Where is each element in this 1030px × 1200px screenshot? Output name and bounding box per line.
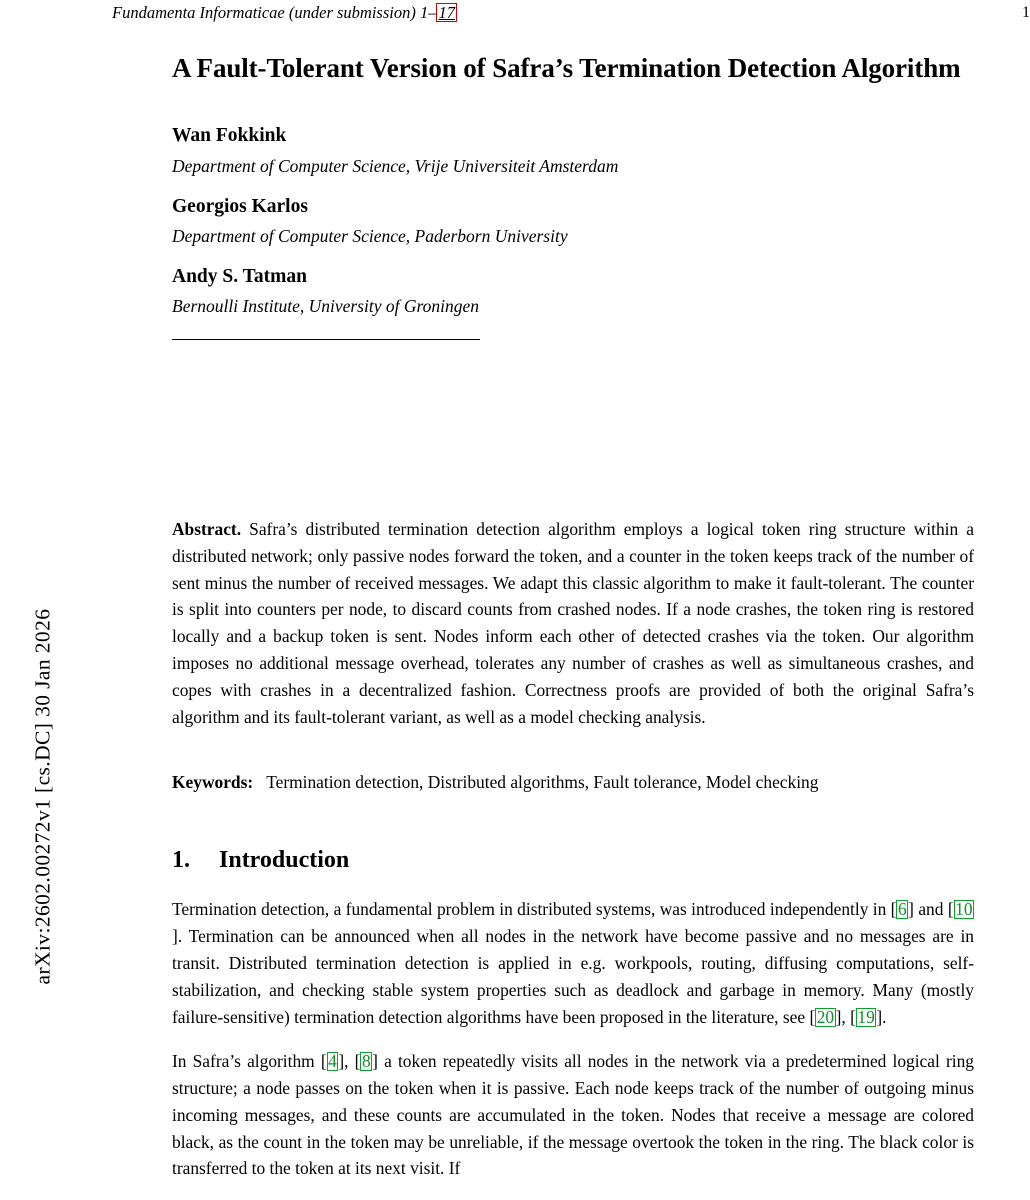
author-affiliation: Department of Computer Science, Vrije Universiteit Amsterdam	[172, 155, 619, 176]
author-list	[172, 124, 1030, 317]
page-number: 1	[1022, 4, 1030, 21]
author-name: Andy S. Tatman	[172, 265, 307, 287]
keywords	[172, 769, 974, 795]
abstract	[172, 516, 974, 731]
abstract-text: Safra’s distributed termination detection algorithm employs a logical token ring structure within a distributed network; only passive nodes forward the token, and a counter in the token keeps track of the number of sent minus the number of received messages. We adapt this classic algorithm to make it fault-tolerant. The counter is split into counters per node, to discard counts from crashed nodes. If a node crashes, the token ring is restored locally and a backup token is sent. Nodes inform each other of detected crashes via the token. Our algorithm imposes no additional message overhead, tolerates any number of crashes as well as simultaneous crashes, and copes with crashes in a decentralized fashion. Correctness proofs are provided of both the original Safra’s algorithm and its fault-tolerant variant, as well as a model checking analysis.	[172, 518, 974, 727]
page-title: A Fault-Tolerant Version of Safra’s Termination Detection Algorithm	[172, 53, 961, 83]
author-name: Georgios Karlos	[172, 195, 308, 217]
section-title: Introduction	[219, 847, 350, 873]
citation-link[interactable]: 20	[816, 1006, 835, 1027]
author-affiliation: Bernoulli Institute, University of Groningen	[172, 296, 480, 317]
author-entry	[172, 265, 1030, 318]
abstract-heading: Abstract.	[172, 518, 242, 539]
page-range-link[interactable]: 17	[438, 3, 455, 22]
citation-link[interactable]: 6	[897, 899, 907, 919]
keywords-text: Termination detection, Distributed algorithms, Fault tolerance, Model checking	[266, 771, 819, 792]
arxiv-stamp: arXiv:2602.00272v1 [cs.DC] 30 Jan 2026	[30, 608, 55, 985]
author-divider	[172, 339, 480, 340]
author-entry	[172, 195, 1030, 248]
author-entry	[172, 124, 1030, 177]
section-number: 1.	[172, 847, 190, 873]
citation-link[interactable]: 10	[955, 899, 973, 919]
citation-link[interactable]: 8	[361, 1050, 371, 1071]
running-head-journal-text: Fundamenta Informaticae (under submission) 1–	[112, 3, 437, 22]
paragraph: Termination detection, a fundamental problem in distributed systems, was introduced independently in [6] and [10]. Termination can be announced when all nodes in the network have become passive and no messages are in transit. Distributed termination detection is applied in e.g. workpools, routing, diffusing computations, self-stabilization, and checking stable system properties such as deadlock and garbage in memory. Many (mostly failure-sensitive) termination detection algorithms have been proposed in the literature, see [20], [19].	[172, 899, 974, 1027]
keywords-heading: Keywords:	[172, 771, 254, 792]
paper-content	[172, 0, 1030, 1200]
author-affiliation: Department of Computer Science, Paderborn University	[172, 225, 568, 246]
citation-link[interactable]: 4	[328, 1050, 337, 1071]
author-name: Wan Fokkink	[172, 125, 287, 147]
section-heading-introduction	[172, 847, 1030, 874]
citation-link[interactable]: 19	[857, 1006, 875, 1027]
paragraph: In Safra’s algorithm [4], [8] a token repeatedly visits all nodes in the network via a predetermined logical ring structure; a node passes on the token when it is passive. Each node keeps track of the number of outgoing minus incoming messages, and these counts are accumulated in the token. Nodes that receive a message are colored black, as the count in the token may be unreliable, if the message overtook the token in the ring. The black color is transferred to the token at its next visit. If	[172, 1050, 974, 1179]
